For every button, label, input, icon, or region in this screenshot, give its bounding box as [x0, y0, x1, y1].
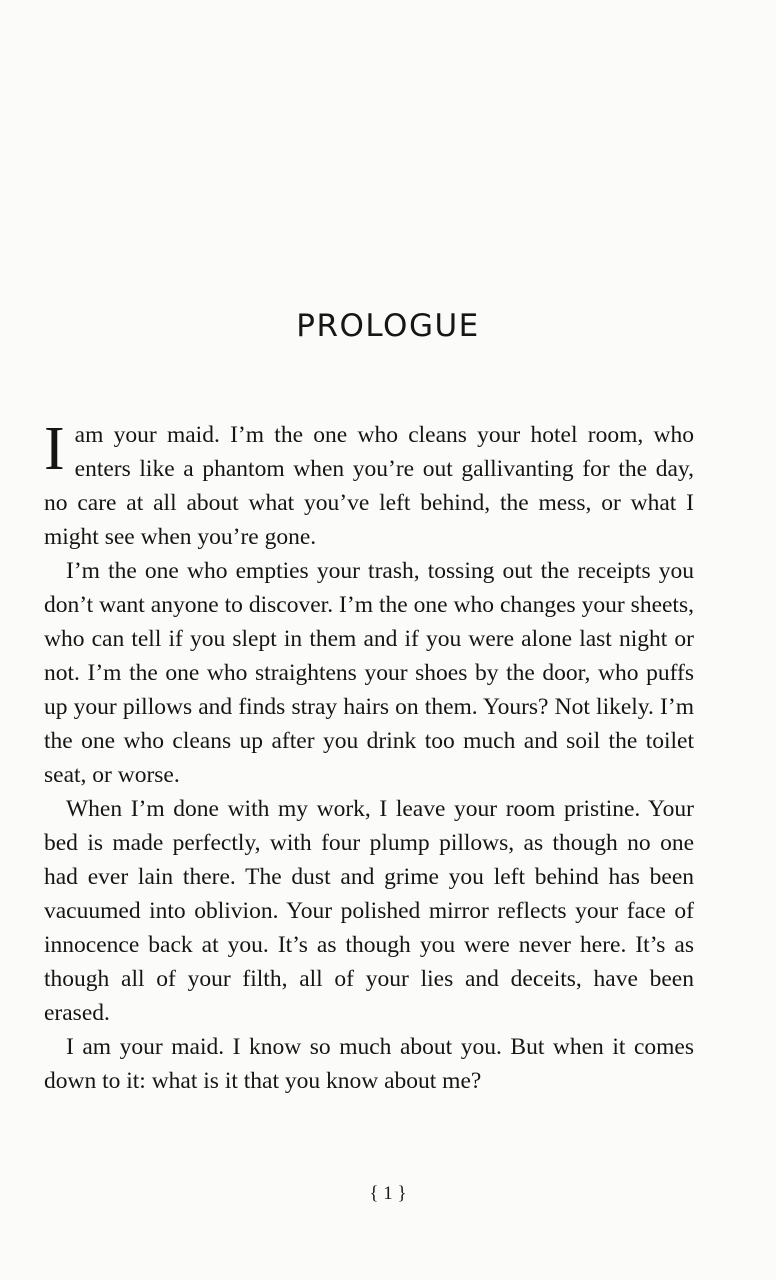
body-text [44, 415, 694, 1098]
paragraph-1 [44, 415, 694, 554]
paragraph-3: When I’m done with my work, I leave your room pristine. Your bed is made perfectly, with four plump pillows, as though no one had ever lain there. The dust and grime you left behind has been vacuumed into oblivion. Your polished mirror reflects your face of innocence back at you. It’s as though you were never here. It’s as though all of your filth, all of your lies and deceits, have been erased. [44, 796, 694, 1026]
paragraph-4: I am your maid. I know so much about you. But when it comes down to it: what is it that you know about me? [44, 1034, 694, 1094]
paragraph-1-text: am your maid. I’m the one who cleans your hotel room, who enters like a phantom when you’re out gallivanting for the day, no care at all about what you’ve left behind, the mess, or what I might see when you’re gone. [44, 422, 694, 550]
drop-cap: I [44, 415, 65, 483]
page-number: { 1 } [369, 1183, 407, 1204]
chapter-title: PROLOGUE [296, 308, 480, 344]
paragraph-2: I’m the one who empties your trash, tossing out the receipts you don’t want anyone to discover. I’m the one who changes your sheets, who can tell if you slept in them and if you were alone last night or not. I’m the one who straightens your shoes by the door, who puffs up your pillows and finds stray hairs on them. Yours? Not likely. I’m the one who cleans up after you drink too much and soil the toilet seat, or worse. [44, 558, 694, 788]
